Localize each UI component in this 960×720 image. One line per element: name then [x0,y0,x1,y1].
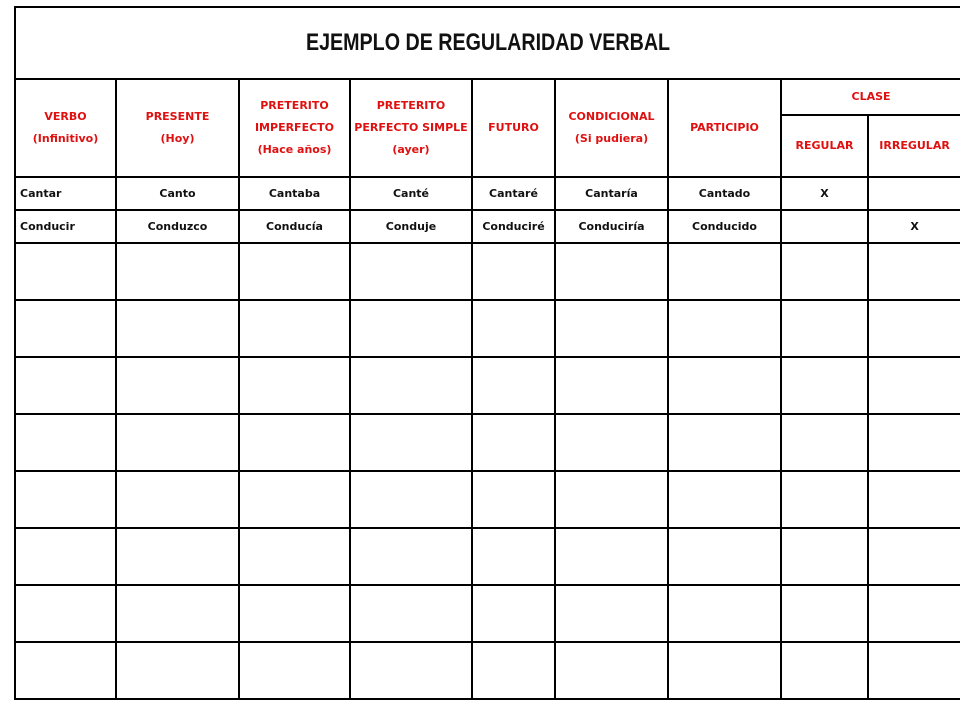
empty-cell [239,528,350,585]
empty-cell [868,471,960,528]
empty-cell [781,585,868,642]
empty-cell [116,357,239,414]
empty-row [15,243,960,300]
table-title-cell [15,7,960,79]
empty-cell [472,642,555,699]
cell-participio: Conducido [668,210,781,243]
empty-row [15,300,960,357]
empty-cell [239,243,350,300]
header-futuro [472,79,555,177]
empty-cell [555,528,668,585]
empty-cell [472,300,555,357]
empty-cell [350,585,472,642]
header-perfecto-line-3: (ayer) [392,143,430,156]
verb-regularity-table [14,6,960,700]
verb-table-sheet [14,6,960,700]
empty-cell [555,471,668,528]
header-clase: CLASE [781,79,960,115]
cell-verbo: Cantar [15,177,116,210]
header-imperfecto-line-2: IMPERFECTO [254,121,335,134]
empty-row [15,585,960,642]
empty-cell [15,528,116,585]
header-condicional-line-1: CONDICIONAL [568,110,655,123]
empty-cell [116,471,239,528]
empty-cell [350,414,472,471]
cell-perfecto: Conduje [350,210,472,243]
cell-irregular: X [868,210,960,243]
empty-cell [15,642,116,699]
empty-cell [15,471,116,528]
empty-cell [472,243,555,300]
empty-cell [15,414,116,471]
empty-cell [555,642,668,699]
empty-cell [668,471,781,528]
cell-regular [781,210,868,243]
table-row [15,177,960,210]
empty-cell [350,243,472,300]
empty-cell [350,300,472,357]
header-imperfecto-line-1: PRETERITO [260,99,329,112]
cell-verbo: Conducir [15,210,116,243]
empty-cell [239,642,350,699]
empty-cell [350,471,472,528]
header-perfecto-line-2: PERFECTO SIMPLE [354,121,468,134]
empty-cell [116,585,239,642]
empty-cell [668,357,781,414]
empty-cell [781,414,868,471]
empty-cell [668,585,781,642]
table-title: EJEMPLO DE REGULARIDAD VERBAL [305,29,671,56]
header-condicional [555,79,668,177]
header-preterito-imperfecto [239,79,350,177]
empty-cell [555,357,668,414]
empty-cell [472,471,555,528]
header-imperfecto-line-3: (Hace años) [257,143,332,156]
cell-condicional: Conduciría [555,210,668,243]
empty-cell [116,528,239,585]
header-verbo [15,79,116,177]
empty-cell [116,414,239,471]
empty-cell [781,243,868,300]
empty-cell [239,585,350,642]
header-regular: REGULAR [781,115,868,177]
cell-participio: Cantado [668,177,781,210]
empty-cell [555,300,668,357]
cell-imperfecto: Cantaba [239,177,350,210]
empty-cell [472,414,555,471]
cell-condicional: Cantaría [555,177,668,210]
empty-cell [472,585,555,642]
cell-futuro: Cantaré [472,177,555,210]
header-participio [668,79,781,177]
empty-cell [781,642,868,699]
empty-cell [781,471,868,528]
empty-cell [15,243,116,300]
empty-cell [868,642,960,699]
header-presente-line-2: (Hoy) [160,132,195,145]
empty-cell [868,243,960,300]
cell-irregular [868,177,960,210]
table-row [15,210,960,243]
header-futuro-line-1: FUTURO [488,121,539,134]
empty-cell [668,642,781,699]
empty-row [15,414,960,471]
empty-row [15,528,960,585]
empty-cell [472,357,555,414]
empty-row [15,471,960,528]
empty-cell [239,471,350,528]
empty-cell [239,414,350,471]
empty-cell [15,300,116,357]
empty-cell [116,243,239,300]
empty-cell [781,528,868,585]
cell-futuro: Conduciré [472,210,555,243]
header-presente-line-1: PRESENTE [145,110,210,123]
empty-cell [868,357,960,414]
header-verbo-line-2: (Infinitivo) [32,132,99,145]
empty-cell [116,642,239,699]
empty-cell [868,528,960,585]
empty-cell [668,528,781,585]
empty-cell [868,585,960,642]
empty-cell [239,300,350,357]
cell-regular: X [781,177,868,210]
header-participio-line-1: PARTICIPIO [690,121,759,134]
header-verbo-line-1: VERBO [44,110,87,123]
empty-cell [668,243,781,300]
empty-cell [555,414,668,471]
empty-cell [15,585,116,642]
header-perfecto-line-1: PRETERITO [376,99,446,112]
empty-cell [116,300,239,357]
empty-row [15,642,960,699]
empty-cell [350,528,472,585]
empty-row [15,357,960,414]
empty-cell [239,357,350,414]
empty-cell [555,585,668,642]
header-condicional-line-2: (Si pudiera) [574,132,649,145]
empty-cell [868,414,960,471]
empty-cell [350,642,472,699]
header-preterito-perfecto [350,79,472,177]
header-irregular: IRREGULAR [868,115,960,177]
empty-cell [781,357,868,414]
cell-imperfecto: Conducía [239,210,350,243]
empty-cell [15,357,116,414]
empty-cell [668,414,781,471]
cell-perfecto: Canté [350,177,472,210]
empty-cell [555,243,668,300]
empty-cell [668,300,781,357]
cell-presente: Conduzco [116,210,239,243]
header-presente [116,79,239,177]
empty-cell [350,357,472,414]
empty-cell [868,300,960,357]
empty-cell [781,300,868,357]
empty-cell [472,528,555,585]
cell-presente: Canto [116,177,239,210]
